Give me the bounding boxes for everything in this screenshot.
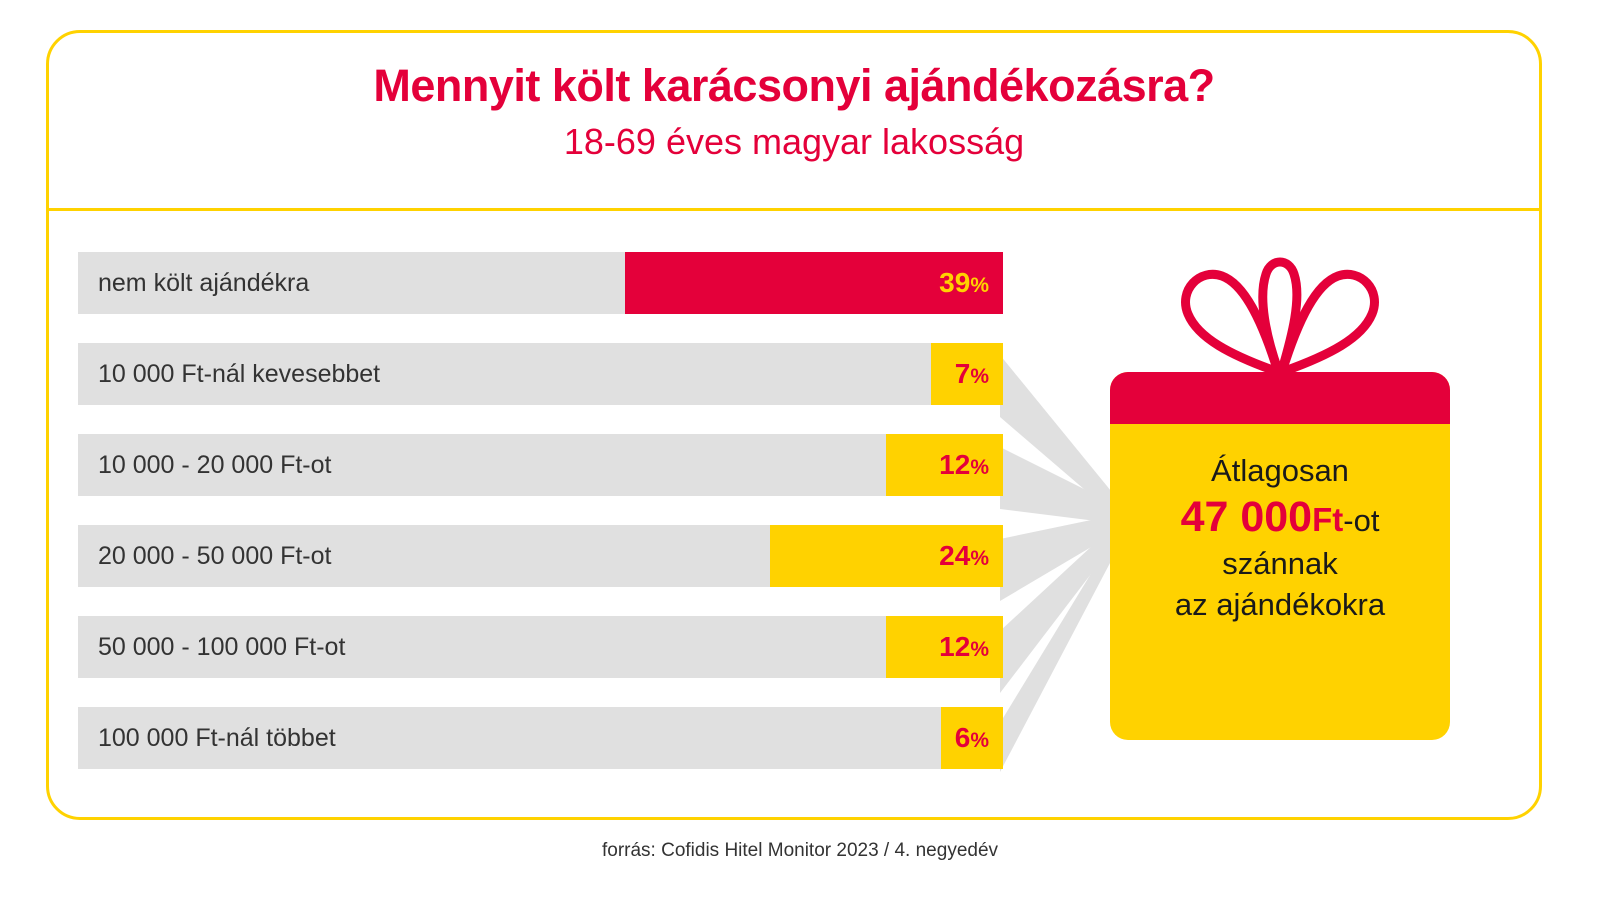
gift-box-lid <box>1110 372 1450 424</box>
callout-amount: 47 000 <box>1180 492 1313 541</box>
bar-value-unit: % <box>970 274 989 297</box>
callout-amount-line <box>1110 492 1450 543</box>
bar-value-number: 12 <box>939 631 971 662</box>
callout-line1: Átlagosan <box>1211 453 1349 488</box>
callout-line3: szánnak <box>1222 545 1338 581</box>
gift-ribbon-icon <box>1170 250 1390 375</box>
bar-value <box>939 434 989 496</box>
bar-value-unit: % <box>970 729 989 752</box>
bar-value-unit: % <box>970 365 989 388</box>
callout-line4: az ajándékokra <box>1174 587 1386 623</box>
callout-suffix: -ot <box>1343 502 1380 538</box>
bar-row <box>78 252 1003 314</box>
bar-row <box>78 616 1003 678</box>
bar-label: 100 000 Ft-nál többet <box>98 724 336 752</box>
bar-row <box>78 434 1003 496</box>
bar-value-unit: % <box>970 638 989 661</box>
bar-value-number: 7 <box>954 358 971 389</box>
bar-value-number: 12 <box>939 449 971 480</box>
callout-currency: Ft <box>1312 500 1344 538</box>
bar-label: 10 000 - 20 000 Ft-ot <box>98 451 332 479</box>
bar-label: 50 000 - 100 000 Ft-ot <box>98 633 346 661</box>
bar-value-unit: % <box>970 456 989 479</box>
bar-chart <box>78 252 1003 777</box>
bar-value <box>939 252 989 314</box>
bar-value <box>955 707 989 769</box>
bar-row <box>78 707 1003 769</box>
bar-value-number: 39 <box>939 267 971 298</box>
gift-box <box>1110 372 1450 740</box>
bar-row <box>78 525 1003 587</box>
bar-value <box>939 616 989 678</box>
callout-text <box>1110 450 1450 626</box>
connector-fan <box>1000 252 1120 777</box>
header-divider <box>46 208 1542 211</box>
bar-value-number: 24 <box>939 540 971 571</box>
average-callout <box>1110 250 1450 750</box>
bar-value-unit: % <box>970 547 989 570</box>
page-title: Mennyit költ karácsonyi ajándékozásra? <box>373 60 1215 111</box>
title-block <box>46 60 1542 163</box>
bar-value-number: 6 <box>954 722 971 753</box>
bar-value <box>955 343 989 405</box>
page-subtitle: 18-69 éves magyar lakosság <box>563 120 1025 162</box>
bar-value <box>939 525 989 587</box>
bar-label: 20 000 - 50 000 Ft-ot <box>98 542 332 570</box>
bar-row <box>78 343 1003 405</box>
bar-label: nem költ ajándékra <box>98 269 310 297</box>
source-note: forrás: Cofidis Hitel Monitor 2023 / 4. negyedév <box>601 840 999 861</box>
bar-label: 10 000 Ft-nál kevesebbet <box>98 360 381 388</box>
